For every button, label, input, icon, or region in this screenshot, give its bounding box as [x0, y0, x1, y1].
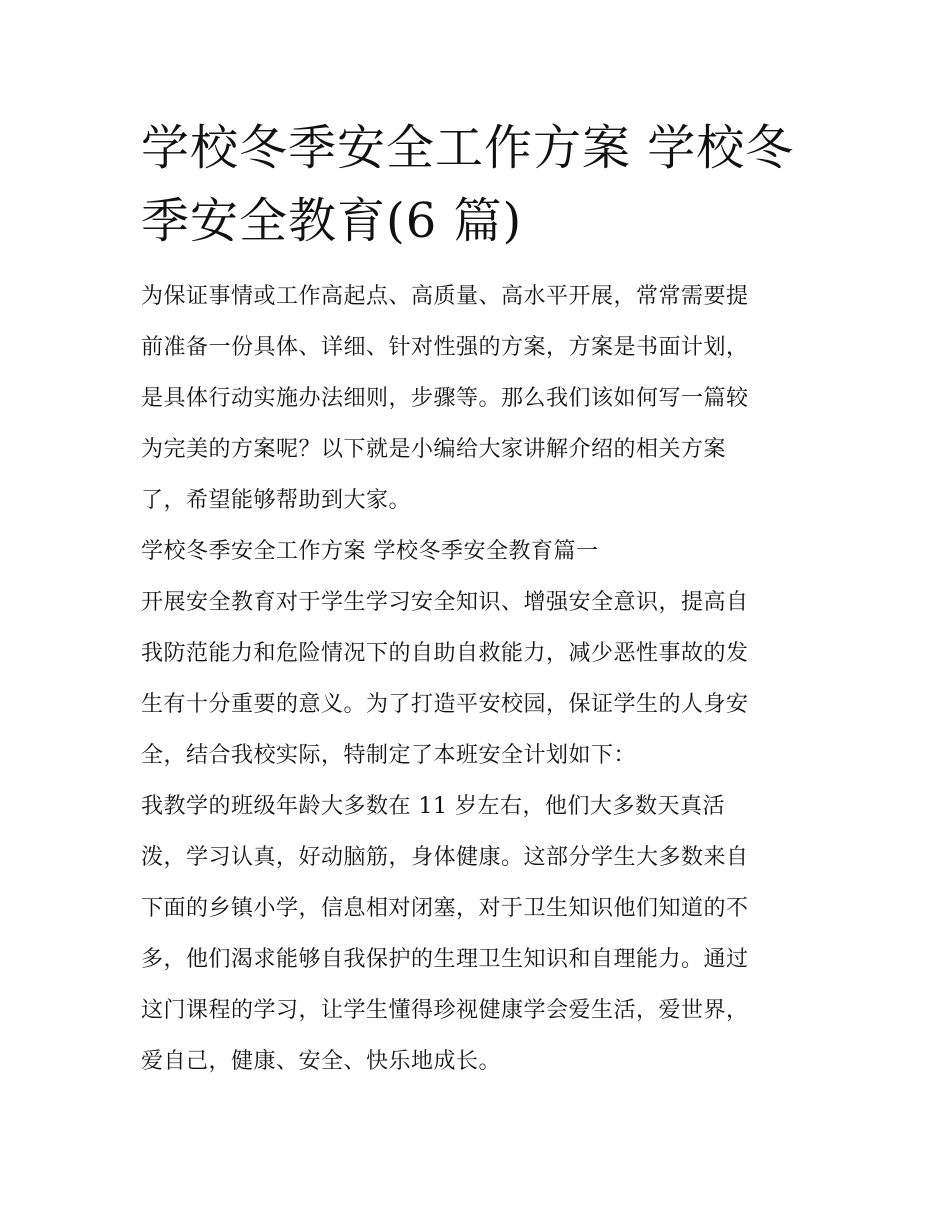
intro-paragraph — [141, 271, 813, 526]
text-line: 生有十分重要的意义。为了打造平安校园，保证学生的人身安 — [141, 692, 749, 717]
title-line: 学校冬季安全工作方案 学校冬 — [141, 120, 795, 176]
text-line: 前准备一份具体、详细、针对性强的方案，方案是书面计划， — [141, 335, 749, 360]
title-line: 季安全教育(6 篇) — [141, 193, 523, 249]
text-line: 泼，学习认真，好动脑筋，身体健康。这部分学生大多数来自 — [141, 845, 749, 870]
document-body — [141, 271, 813, 1087]
document-title — [141, 112, 813, 258]
text-line: 下面的乡镇小学，信息相对闭塞，对于卫生知识他们知道的不 — [141, 896, 749, 921]
text-line: 为完美的方案呢？以下就是小编给大家讲解介绍的相关方案 — [141, 437, 727, 462]
paragraph-safety-education — [141, 577, 813, 781]
section-heading: 学校冬季安全工作方案 学校冬季安全教育篇一 — [141, 539, 599, 564]
text-line: 全，结合我校实际，特制定了本班安全计划如下： — [141, 743, 637, 768]
paragraph-student-profile — [141, 781, 813, 1087]
document-page — [141, 112, 813, 1087]
text-line: 爱自己，健康、安全、快乐地成长。 — [141, 1049, 502, 1074]
text-line: 了，希望能够帮助到大家。 — [141, 488, 412, 513]
text-line: 我防范能力和危险情况下的自助自救能力，减少恶性事故的发 — [141, 641, 749, 666]
text-line: 开展安全教育对于学生学习安全知识、增强安全意识，提高自 — [141, 590, 749, 615]
text-line: 是具体行动实施办法细则，步骤等。那么我们该如何写一篇较 — [141, 386, 749, 411]
text-line: 多，他们渴求能够自我保护的生理卫生知识和自理能力。通过 — [141, 947, 749, 972]
text-line: 为保证事情或工作高起点、高质量、高水平开展，常常需要提 — [141, 284, 749, 309]
text-line: 我教学的班级年龄大多数在 11 岁左右，他们大多数天真活 — [141, 794, 725, 819]
text-line: 这门课程的学习，让学生懂得珍视健康学会爱生活，爱世界， — [141, 998, 749, 1023]
